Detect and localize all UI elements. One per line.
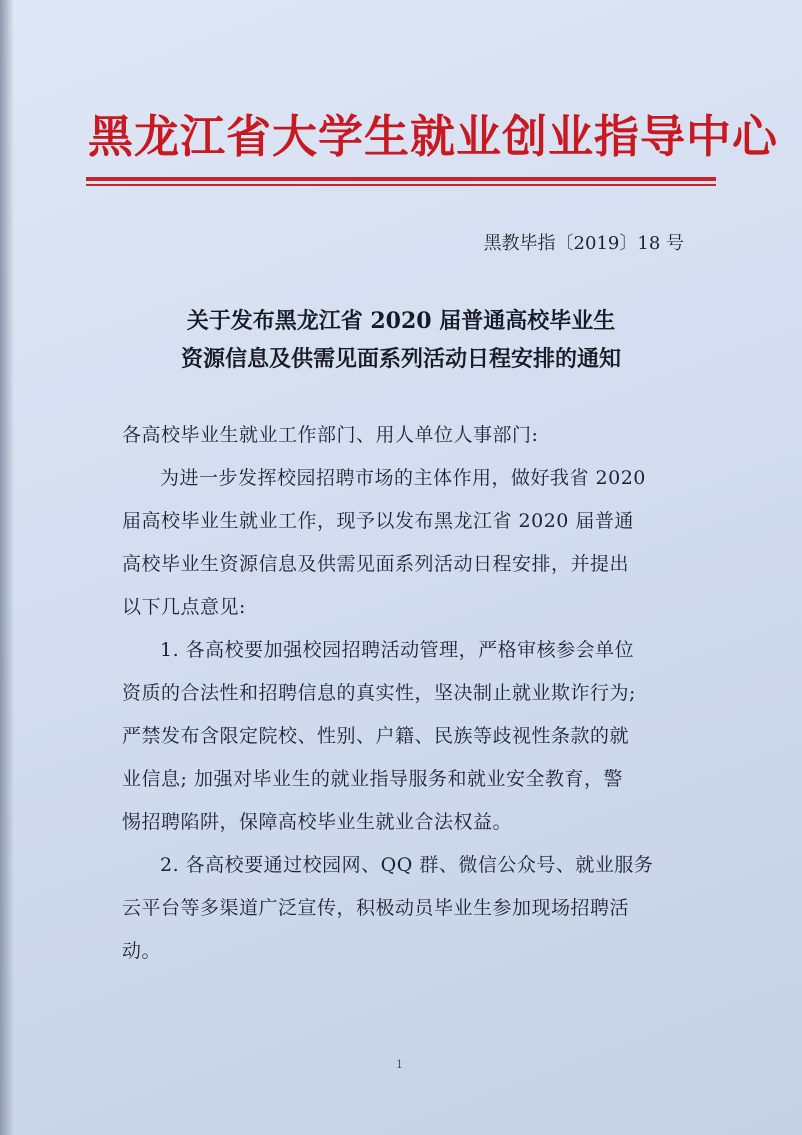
paragraph-line: 1. 各高校要加强校园招聘活动管理，严格审核参会单位 — [160, 639, 635, 661]
paragraph-line: 高校毕业生资源信息及供需见面系列活动日程安排，并提出 — [122, 553, 630, 575]
masthead-title: 黑龙江省大学生就业创业指导中心 — [88, 110, 779, 163]
notice-title-line-2: 资源信息及供需见面系列活动日程安排的通知 — [180, 346, 621, 372]
page-number: 1 — [396, 1058, 403, 1071]
masthead-rule-thick — [86, 177, 716, 181]
paragraph-line: 严禁发布含限定院校、性别、户籍、民族等歧视性条款的就 — [122, 725, 630, 747]
document-number: 黑教毕指〔2019〕18 号 — [483, 233, 684, 254]
paragraph-line: 资质的合法性和招聘信息的真实性，坚决制止就业欺诈行为; — [122, 682, 636, 704]
salutation: 各高校毕业生就业工作部门、用人单位人事部门: — [122, 424, 539, 446]
paragraph-line: 业信息; 加强对毕业生的就业指导服务和就业安全教育，警 — [122, 768, 623, 790]
masthead-rule-thin — [86, 184, 716, 186]
paragraph-line: 动。 — [122, 940, 162, 962]
paragraph-line: 以下几点意见: — [122, 596, 246, 618]
paragraph-line: 惕招聘陷阱，保障高校毕业生就业合法权益。 — [122, 811, 513, 833]
paragraph-line: 云平台等多渠道广泛宣传，积极动员毕业生参加现场招聘活 — [122, 897, 630, 919]
page-edge-shadow — [0, 0, 14, 1135]
paragraph-line: 届高校毕业生就业工作，现予以发布黑龙江省 2020 届普通 — [122, 510, 634, 532]
paragraph-line: 2. 各高校要通过校园网、QQ 群、微信公众号、就业服务 — [160, 854, 654, 876]
paragraph-line: 为进一步发挥校园招聘市场的主体作用，做好我省 2020 — [160, 467, 646, 489]
notice-title-line-1: 关于发布黑龙江省 2020 届普通高校毕业生 — [186, 308, 616, 334]
